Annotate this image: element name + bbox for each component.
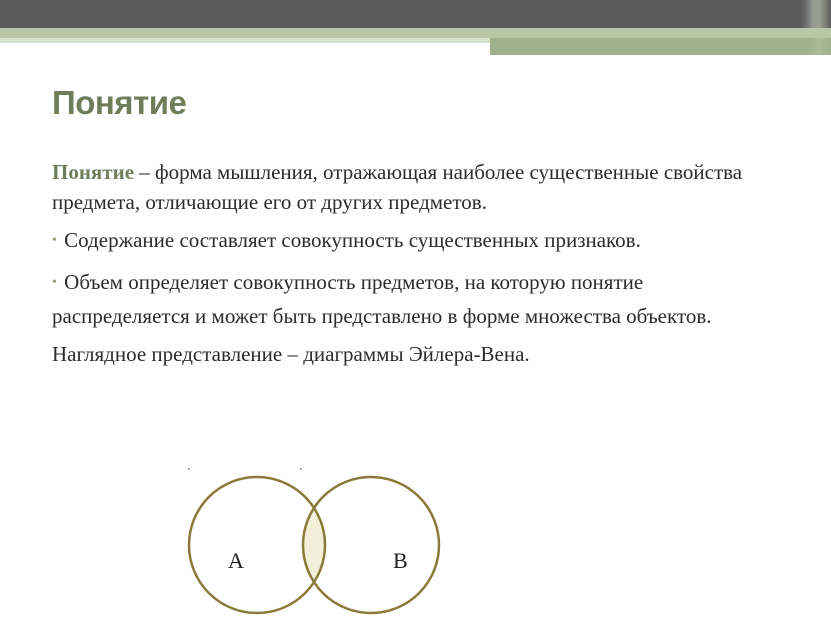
- closing-paragraph: Наглядное представление – диаграммы Эйлера-Вена.: [52, 342, 530, 366]
- definition-paragraph: [52, 157, 782, 217]
- header-stripe-pale: [0, 38, 490, 43]
- header-bar: [0, 0, 831, 28]
- header-stripe-accent: [490, 38, 831, 55]
- bullet-icon: •: [52, 275, 57, 290]
- definition-term: Понятие: [52, 160, 135, 184]
- set-b-label: B: [393, 548, 408, 573]
- slide-title: Понятие: [52, 84, 187, 121]
- euler-venn-diagram: [175, 460, 465, 620]
- set-a-label: A: [228, 548, 244, 573]
- bullet-scope-text: Объем определяет совокупность предметов, на которую понятие распределяется и может быть представлено в форме множества объектов.: [52, 270, 712, 328]
- bullet-icon: •: [52, 233, 57, 248]
- header-corner-accent: [807, 0, 831, 55]
- slide-content: [52, 157, 782, 377]
- corner-dot: [300, 468, 302, 470]
- definition-text: – форма мышления, отражающая наиболее существенные свойства предмета, отличающие его от других предметов.: [52, 160, 743, 214]
- header-stripe-light: [0, 28, 831, 38]
- bullet-content: [52, 225, 782, 259]
- bullet-content-text: Содержание составляет совокупность существенных признаков.: [64, 228, 641, 252]
- bullet-scope: [52, 267, 782, 331]
- corner-dot: [188, 468, 190, 470]
